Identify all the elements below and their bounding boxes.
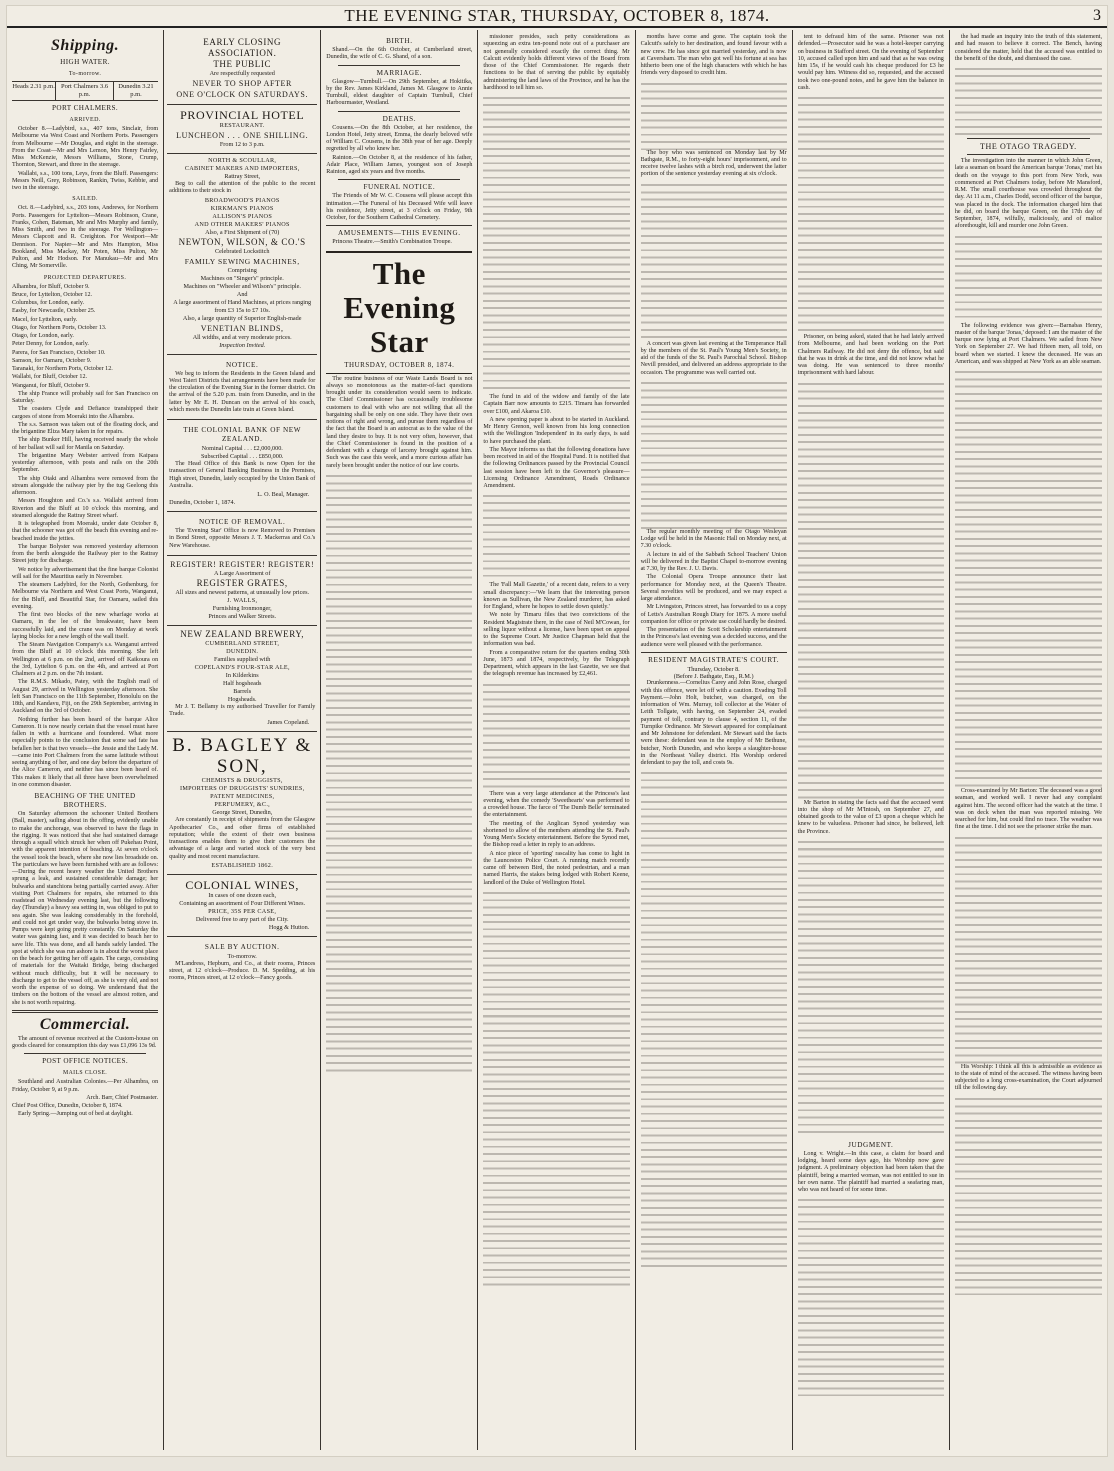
ad-line: Half hogsheads xyxy=(223,679,262,687)
court-heading: RESIDENT MAGISTRATE'S COURT. xyxy=(648,655,780,664)
news-item: The presentation of the Scott Scholarship entertainment in the Princess's last evening was a decided success, and the audience were well pleased with the performance. xyxy=(640,627,787,648)
divider xyxy=(24,1053,146,1054)
ad-line: Are respectfully requested xyxy=(209,70,275,77)
newspaper-flag xyxy=(326,251,472,374)
ad-line: Delivered free to any part of the City. xyxy=(195,915,289,923)
news-item: We note by Timaru files that two convictions of the Resident Magistrate there, in the case of Neil M'Cowan, for selling liquor without a license, have been upset on appeal to the Supreme Court. Mr Justice Chapman held that the information was bad. xyxy=(483,612,630,648)
leader-article: The routine business of our Waste Lands Board is not always so monotonous as the matter-of-fact questions brought under its consideration would seem to indicate. The Chief Commissioner has occasionally troublesome customers to deal with who are not willing that all the bargaining shall be only on one side. They have their own notions of right and wrong, and pursue them regardless of the fact that the Board is an autocrat as to the value of the land they desire to buy. It is not very often, however, that the Chief Commissioner is found in the position of a defendant with a charge of larceny brought against him. Such was the case this week, and a more curious affair has rarely been brought under the notice of our law courts. xyxy=(326,375,473,469)
arrived-item: Wallabi, s.s., 100 tons, Leys, from the Bluff. Passengers: Messrs Neill, Grey, Robinson, Rankin, Twiss, Kebbie, and two in the steerage. xyxy=(12,170,159,191)
ad-line: Princes and Walker Streets. xyxy=(208,612,277,620)
departure-item: Bruce, for Lyttelton, October 12. xyxy=(12,291,93,298)
shipping-news-item: It is telegraphed from Moeraki, under date October 8, that the schooner was got off the beach this evening and re-beached inside the jetties. xyxy=(12,521,159,542)
text-continuation xyxy=(955,233,1102,323)
death-notice: Cousens.—On the 8th October, at her residence, the London Hotel, Jetty street, Emma, the dearly beloved wife of William C. Cousens, in the 38th year of her age. Deeply regretted by all who knew her. xyxy=(326,124,473,153)
page-number: 3 xyxy=(1093,7,1101,24)
flag-title: The Evening Star xyxy=(343,255,456,359)
article-paragraph: months have come and gone. The captain took the Calcutt's safely to her destination, and found favour with a new crew. He has since got married yesterday, and is now at Caversham. The man who got well his fortune at sea has hitherto been one of the high characters with which he has friends very disposed to credit him. xyxy=(640,34,787,77)
ad-line: Inspection Invited. xyxy=(219,341,266,349)
stranding-article: On Saturday afternoon the schooner United Brothers (Ball, master), sailing about in the offing, evidently unable to make the anchorage, was observed to have the flags in the rigging. It was noticed that she had sustained damage through a squall which struck her when off Pukehau Point, with the apparent intention of beaching. At seven o'clock the vessel took the beach, where she now lies broadside on. The particulars we have been furnished with are as follows:—During the recent heavy weather the United Brothers sprung a leak, and sustained considerable damage; her bulwarks and stanchions being partially carried away. After visiting Port Chalmers for repairs, she returned to this roadstead on Wednesday evening last, but the following day (Thursday) a heavy sea setting in, was obliged to put to sea again. She was leaking considerably in the forehold, and could not get under way, the bulwarks being stove in. Pumps were kept going pretty constantly. On Saturday the water was gaining fast, and it was decided to beach her to save life. This was done, and all hands safely landed. The spot at which she was run ashore is in about the worst place on the beach for getting her off again. The cargo, consisting of materials for the Waitaki Bridge, being discharged without much difficulty, but it will be necessary to discharge to get to the vessel off, as she is very old, and not worth the expense of so doing. We understand that the timbers on the bottom of the vessel are almost rotten, and she is not worth repairing. xyxy=(12,811,159,1006)
ad-line: BROADWOOD'S PIANOS xyxy=(204,196,280,204)
text-continuation xyxy=(955,834,1102,1064)
ad-heading: NOTICE OF REMOVAL. xyxy=(199,518,286,526)
arrived-item: October 8.—Ladybird, s.s., 407 tons, Sinclair, from Melbourne via West Coast and Northern Ports. Passengers from Melbourne —Mr Douglas, and eight in the steerage. From the Coast—Mr and Mrs Lemon, Mrs Henry Fairley, Miss McKenzie, Messrs Williams, Stone, Crump, Thornton, Stewart, and three in the steerage. xyxy=(12,126,159,169)
text-continuation xyxy=(798,838,944,1138)
ad-line: VENETIAN BLINDS, xyxy=(200,323,284,333)
departure-item: Wallabi, for Bluff, October 12. xyxy=(12,374,88,381)
text-continuation xyxy=(326,472,472,1072)
ad-line: Families supplied with xyxy=(214,655,271,663)
ad-text: Beg to call the attention of the public to the recent additions to their stock in xyxy=(169,181,316,195)
ad-provincial-hotel xyxy=(167,105,317,154)
ad-line: A large assortment of Hand Machines, at prices ranging from £3 15s to £7 10s. xyxy=(173,298,312,314)
ad-line: And xyxy=(236,290,248,298)
ad-line: Machines on "Wheeler and Wilson's" principle. xyxy=(183,282,301,290)
tide-port-chalmers: Port Chalmers 3.6 p.m. xyxy=(56,82,114,100)
text-continuation xyxy=(483,94,629,394)
ad-line: To-morrow. xyxy=(227,952,257,960)
text-continuation xyxy=(641,80,787,150)
court-report: Prisoner, on being asked, stated that he had lately arrived from Melbourne, and had been working on the Port Chalmers Railway. He did not deny the offence, but said that he was in drink at the time, and did not know what he was doing. He was sentenced to three months' imprisonment with hard labour. xyxy=(797,334,944,377)
sailed-heading: SAILED. xyxy=(72,196,98,203)
ad-heading: NOTICE. xyxy=(226,360,259,369)
ad-text: The Head Office of this Bank is now Open for the transaction of General Banking Business in the Premises, High street, Dunedin, lately occupied by the Union Bank of Australia. xyxy=(169,461,316,489)
tragedy-evidence: The following evidence was given:—Barnabas Henry, master of the barque 'Jonas,' deposed: I am the master of the barque now lying at Port Chalmers. We sailed from New York on September 27. We had fifteen men, all told, on board when we started. I knew the deceased. He was an American, and was shipped at New York as an able seaman. xyxy=(954,322,1102,365)
text-continuation xyxy=(483,681,629,791)
divider xyxy=(967,154,1090,155)
departure-item: Easby, for Newcastle, October 25. xyxy=(12,308,96,315)
high-water-subheading: To-morrow. xyxy=(68,71,102,77)
ad-line: Hogsheads. xyxy=(227,695,257,703)
ad-heading: REGISTER! REGISTER! REGISTER! xyxy=(170,559,315,569)
news-item: The Mayor informs us that the following donations have been received in aid of the Hospital Fund. It is notified that the following Ordinances passed by the Provincial Council last session have been left to the Governor's pleasure—Licensing Ordinance Amendment, Roads Ordinance Amendment. xyxy=(483,446,630,489)
ad-signature: Hogg & Hutton. xyxy=(268,923,310,931)
birth-notice: Shand.—On the 6th October, at Cumberland street, Dunedin, the wife of C. G. Shand, of a son. xyxy=(326,47,473,61)
departure-item: Otago, for London, early. xyxy=(12,333,74,339)
funeral-heading: FUNERAL NOTICE. xyxy=(363,183,436,192)
birth-heading: BIRTH. xyxy=(386,37,413,45)
shipping-news-item: The s.s. Samson was taken out of the floating dock, and the brigantine Eliza Mary taken in for repairs. xyxy=(12,421,159,435)
ad-line: George Street, Dunedin, xyxy=(212,809,273,817)
shipping-news-item: Messrs Houghton and Co.'s s.s. Wallabi arrived from Riverton and the Bluff at 10 o'clock this morning, and steamed alongside the Rattray Street wharf. xyxy=(12,498,159,519)
shipping-news-item: We notice by advertisement that the fine barque Colonist will sail for the Mauritius early in November. xyxy=(12,566,159,580)
departure-item: Parera, for San Francisco, October 10. xyxy=(12,349,106,356)
news-item: A concert was given last evening at the Temperance Hall by the members of the St. Paul's Young Men's Society, in aid of the funds of the St. Paul's Parochial School. Bishop Nevill presided, and delivered an address appropriate to the occasion. The programme was well carried out. xyxy=(640,340,787,376)
news-item: The boy who was sentenced on Monday last by Mr Bathgate, R.M., to forty-eight hours' imprisonment, and to receive twelve lashes with a birch rod, underwent the latter portion of the sentence yesterday evening at six o'clock. xyxy=(640,149,787,178)
flag-date: THURSDAY, OCTOBER 8, 1874. xyxy=(344,360,455,369)
judgment-heading: JUDGMENT. xyxy=(848,1140,894,1149)
tragedy-closing: His Worship: I think all this is admissible as evidence as to the state of mind of the accused. The witness having been subjected to a long cross-examination, the Court adjourned till the following day. xyxy=(954,1063,1102,1092)
ad-line: Also, a First Shipment of (70) xyxy=(205,228,280,236)
columns xyxy=(7,30,1107,1450)
news-item: The fund in aid of the widow and family of the late Captain Barr now amounts to £215. Timaru has forwarded over £100, and Akaroa £10. xyxy=(483,394,630,415)
tide-dunedin: Dunedin 3.21 p.m. xyxy=(118,83,154,98)
divider xyxy=(338,65,460,66)
text-continuation xyxy=(798,1196,944,1396)
shipping-news-item: The R.M.S. Mikado, Patey, with the English mail of August 29, arrived in Wellington yesterday afternoon. She left San Francisco on the 11th September, Honolulu on the 18th, and Kandavu, Fiji, on the 29th September, arriving in Auckland on the 3rd of October. xyxy=(12,679,159,715)
post-office-item: Early Spring.—Jumping out of bed at daylight. xyxy=(18,1111,133,1118)
ad-line: FAMILY SEWING MACHINES, xyxy=(184,256,300,266)
ad-line: All widths, and at very moderate prices. xyxy=(192,333,292,341)
shipping-news-item: The barque Bolyster was removed yesterday afternoon from the berth alongside the Railway pier to the Rattray Street jetty for discharge. xyxy=(12,543,159,565)
marriage-notice: Glasgow—Turnbull.—On 29th September, at Hokitika, by the Rev. James Kirkland, James M. Glasgow to Annie Turnbull, eldest daughter of Captain Turnbull, Chief Harbourmaster, Westland. xyxy=(326,78,473,107)
ad-line: CHEMISTS & DRUGGISTS, xyxy=(201,777,283,785)
ad-text: We beg to inform the Residents in the Green Island and West Taieri Districts that arrangements have been made for the circulation of the Evening Star in the former district. On the arrival of the 5.20 p.m. train from Dunedin, and in the latter by Mr E. H. Duncan on the arrival of his coach, which meets the Dunedin late train at Green Island. xyxy=(169,370,316,413)
ad-line: AND OTHER MAKERS' PIANOS xyxy=(194,220,290,228)
news-item: From a comparative return for the quarters ending 30th June, 1873 and 1874, respectively, by the Telegraph Department, which appears in the last Gazette, we see that the telegraph revenue has increased by £2,461. xyxy=(483,649,630,678)
departure-item: Samson, for Oamaru, October 9. xyxy=(12,357,92,364)
ad-line: Dunedin, October 1, 1874. xyxy=(169,499,236,506)
ad-line: PERFUMERY, &C., xyxy=(214,801,271,809)
ad-text: Are constantly in receipt of shipments from the Glasgow Apothecaries' Co., and other firms of established reputation; while the extent of their own business transactions enables them to give their customers the advantage of a large and varied stock of the very best quality and most recent manufacture. xyxy=(169,817,316,860)
ad-line: ALLISON'S PIANOS xyxy=(212,212,273,220)
ad-line: CABINET MAKERS AND IMPORTERS, xyxy=(184,165,300,172)
death-notice: Rainton.—On October 8, at the residence of his father, Adair Place, William James, youngest son of Joseph Rainton, aged six years and five months. xyxy=(326,154,473,175)
high-water-heading: HIGH WATER. xyxy=(60,58,110,66)
judgment-text: Long v. Wright.—In this case, a claim for board and lodging, heard some days ago, his Worship now gave judgment. A preliminary objection had been taken that the plaintiff, being a married woman, was not entitled to sue in her own name. The plaintiff had married a seafaring man, who was not heard of for some time. xyxy=(797,1150,944,1193)
shipping-heading: Shipping. xyxy=(51,37,120,54)
text-continuation xyxy=(483,889,629,1289)
departure-item: Taranaki, for Northern Ports, October 12. xyxy=(12,366,113,372)
shipping-news-item: The ship Otaki and Alhambra were removed from the stream alongside the railway pier by the tug Geelong this afternoon. xyxy=(12,475,159,496)
mails-close-heading: MAILS CLOSE. xyxy=(63,1070,108,1077)
ad-line: REGISTER GRATES, xyxy=(196,577,288,588)
ad-line: ESTABLISHED 1862. xyxy=(211,861,274,869)
ad-line: KIRKMAN'S PIANOS xyxy=(210,204,274,212)
news-item: A new opening paper is about to be started in Auckland. Mr Henry Grenon, well known from his long connection with the Wellington 'Independent' in its early days, is said to have purchased the plant. xyxy=(483,416,630,445)
text-continuation xyxy=(483,492,629,582)
amusements-heading: AMUSEMENTS—THIS EVENING. xyxy=(338,229,461,238)
sailed-item: Oct. 8.—Ladybird, s.s., 203 tons, Andrews, for Northern Ports. Passengers for Lyttelton—Messrs Robinson, Crane, Franks, Cohen, Bateman, Mr and Mrs Murphy and family, Miss Smith, and two in the steerage. For Wellington—Messrs Clapcott and R. Creighton. For Westport—Mr Dennison. For Napier—Mr and Mrs Hampton, Miss Bookland, Miss Mackay, Mr Poten, Miss Pulton, Mr Pulton, and Mr Hodson. For Manukau—Mr and Mrs Ching, Mr Somerville. xyxy=(12,205,159,270)
ad-line: THE PUBLIC xyxy=(213,59,272,69)
court-report: the had made an inquiry into the truth of this statement, and had reason to believe it correct. The Bench, having considered the matter, held that the accused was entitled to the benefit of the doubt, and dismissed the case. xyxy=(954,34,1102,62)
column-2-advertisements xyxy=(164,30,321,1450)
news-item: The Colonial Opera Troupe announce their last performance for Monday next, at the Queen's Theatre. Several novelties will be produced, and we may expect a large attendance. xyxy=(640,574,787,602)
ad-text: The 'Evening Star' Office is now Removed to Premises in Bond Street, opposite Messrs J. T. Mackerras and Co.'s New Warehouse. xyxy=(169,528,316,549)
ad-heading: NEW ZEALAND BREWERY, xyxy=(180,628,305,639)
court-report: tent to defraud him of the same. Prisoner was not defended.—Prosecutor said he was a hotel-keeper carrying on business in Stafford street. On the evening of September 10, accused called upon him and said that as he was owing him 15s, if he would cash his cheque produced for £3 he would pay him. Witness did so, requested, and the accused took two one-pound notes, and he gave him the balance in cash. xyxy=(797,34,944,91)
port-chalmers-heading: PORT CHALMERS. xyxy=(51,104,119,112)
ad-line: In Kilderkins xyxy=(225,671,259,679)
news-item: A lecture in aid of the Sabbath School Teachers' Union will be delivered in the Baptist Chapel to-morrow evening at 7.30, by the Rev. J. U. Davis. xyxy=(640,551,787,572)
ad-colonial-bank xyxy=(167,420,317,512)
ad-heading: NEWTON, WILSON, & CO.'S xyxy=(178,236,306,247)
court-judge: (Before J. Bathgate, Esq., R.M.) xyxy=(673,673,754,680)
ad-signature: L. O. Beal, Manager. xyxy=(257,491,310,498)
news-item: There was a very large attendance at the Princess's last evening, when the comedy 'Sweethearts' was performed to a crowded house. The farce of 'The Dumb Belle' terminated the entertainment. xyxy=(483,790,630,819)
tide-heads: Heads 2.31 p.m. xyxy=(12,82,56,100)
shipping-news-item: Nothing further has been heard of the barque Alice Cameron. It is now nearly certain that the vessel must have fallen in with a hurricane and foundered. What more especially points to the conclusion that some sad fate has befallen her is that two vessels—the Jessie and the Lady M.—came into Port Chalmers from the same latitude without seeing anything of her, and one day before the departure of the Alice Cameron, and neither has since been heard of. This makes it likely that all three have been overwhelmed in one common disaster. xyxy=(12,716,159,788)
shipping-news-item: The Steam Navigation Company's s.s. Wanganui arrived from the Bluff at 10 o'clock this morning. She left Wellington at 6 p.m. on the 2nd, arrived off Kaikoura on the 3rd, Lyttelton 6 p.m. on the 4th, and arrived at Port Chalmers at 2 p.m. on the 7th instant. xyxy=(12,642,159,677)
marriage-heading: MARRIAGE. xyxy=(376,68,423,77)
ad-line: All sizes and newest patterns, at unusually low prices. xyxy=(175,588,310,596)
ad-line: COPELAND'S FOUR-STAR ALE, xyxy=(194,663,290,671)
ad-signature: James Copeland. xyxy=(267,719,310,727)
ad-line: Nominal Capital . . . £2,000,000. xyxy=(201,445,283,452)
funeral-notice: The Friends of Mr W. C. Cousens will please accept this intimation.—The Funeral of his Deceased Wife will leave his residence, Jetty street, at 3 o'clock on Friday, 9th October, for the Southern Cathedral Cemetery. xyxy=(326,193,473,221)
ad-line: NEVER TO SHOP AFTER xyxy=(192,79,292,88)
ad-heading: COLONIAL WINES, xyxy=(185,877,300,892)
ad-heading: SALE BY AUCTION. xyxy=(204,942,280,951)
text-continuation xyxy=(798,94,944,334)
text-continuation xyxy=(955,65,1102,135)
court-report: Mr Barton in stating the facts said that the accused went into the shop of Mr M'Intosh, on September 27, and obtained goods to the value of £3 upon a cheque which he knew to be valueless. Prisoner had since, he believed, left the Province. xyxy=(797,799,944,835)
tide-table xyxy=(12,81,158,101)
ad-line: PRICE, 35S PER CASE, xyxy=(208,907,277,915)
news-item: Mr Livingston, Princes street, has forwarded to us a copy of Letts's Australian Rough Diary for 1875. A more useful companion for office or private use could hardly be desired. xyxy=(640,604,787,625)
ad-signature: J. WALLS, xyxy=(227,596,258,604)
amusements-notice: Princess Theatre.—Smith's Combination Troupe. xyxy=(332,239,452,246)
post-office-date: Chief Post Office, Dunedin, October 8, 1874. xyxy=(12,1103,123,1109)
text-continuation xyxy=(955,368,1102,788)
ad-line: NORTH & SCOULLAR, xyxy=(208,157,277,164)
text-continuation xyxy=(641,181,787,341)
ad-register-grates xyxy=(167,556,317,626)
ad-colonial-wines xyxy=(167,875,317,937)
commercial-text: The amount of revenue received at the Custom-house on goods cleared for consumption this day was £1,096 13s 9d. xyxy=(12,1035,159,1049)
ad-line: IMPORTERS OF DRUGGISTS' SUNDRIES, PATENT MEDICINES, xyxy=(179,785,305,801)
shipping-news-item: The ship Bunker Hill, having received nearly the whole of her ballast will sail for Manila on Saturday. xyxy=(12,437,159,451)
post-office-signature: Arch. Barr, Chief Postmaster. xyxy=(86,1094,159,1101)
court-report: Drunkenness.—Cornelius Carey and John Rose, charged with this offence, were let off with a caution. Evading Toll Payment.—John Holt, butcher, was charged, on the information of Wm. Murray, toll collector at the Water of Leith Tollgate, with having, on September 24, evaded payment of toll, contrary to clause 4, section 11, of the Turnpike Ordinance. Mr Stewart appeared for complainant and Mr Johnstone for defendant. Mr Stewart said the facts were these: defendant was in the employ of Mr Bethune, butcher, North Dunedin, and who keeps a slaughter-house in the Northeast Valley district. His Worship ordered defendant to pay the toll, and costs 9s. xyxy=(640,680,787,766)
news-item: The regular monthly meeting of the Otago Wesleyan Lodge will be held in the Masonic Hall on Monday next, at 7.30 o'clock. xyxy=(640,528,787,550)
ad-line: LUNCHEON . . . ONE SHILLING. xyxy=(176,131,309,140)
ad-line: CUMBERLAND STREET, xyxy=(205,639,280,647)
masthead xyxy=(7,6,1107,28)
shipping-news-item: The coasters Clyde and Defiance transhipped their cargoes of stone from Moeraki into the Alhambra. xyxy=(12,406,159,420)
departure-item: Alhambra, for Bluff, October 9. xyxy=(12,283,90,290)
column-7-otago-tragedy xyxy=(950,30,1107,1450)
departure-item: Columbus, for London, early. xyxy=(12,300,85,306)
departure-item: Wanganui, for Bluff, October 9. xyxy=(12,382,90,389)
ad-line: A Large Assortment of xyxy=(213,569,271,577)
ad-heading: EARLY CLOSING ASSOCIATION. xyxy=(203,37,282,58)
ad-line: Also, a large quantity of Superior English-made xyxy=(182,314,302,322)
news-item: A nice piece of 'sporting' rascality has come to light in the Launceston Police Court. A running match recently came off between Bird, the noted pedestrian, and a man named Harris, the stakes being lodged with Robert Keene, landlord of the Duke of Wellington Hotel. xyxy=(483,850,630,886)
ad-bagley-son xyxy=(167,732,317,875)
stranding-heading: BEACHING OF THE UNITED BROTHERS. xyxy=(34,792,136,809)
masthead-title: THE EVENING STAR, THURSDAY, OCTOBER 8, 1874. xyxy=(344,6,770,25)
shipping-news-item: The brigantine Mary Webster arrived from Kaipara yesterday afternoon, with posts and rails on the 20th September. xyxy=(12,452,159,474)
ad-text: M'Landress, Hepburn, and Co., at their rooms, Princes street, at 12 o'clock—Produce. D. M. Spedding, at his rooms, Princes street, at 12 o'clock—Fancy goods. xyxy=(169,960,316,982)
column-1-shipping xyxy=(7,30,164,1450)
ad-line: In cases of one dozen each, xyxy=(208,891,277,899)
text-continuation xyxy=(798,380,944,800)
shipping-news-item: The steamers Ladybird, for the North, Gothenburg, for Melbourne via Northern and West Coast Ports, Wanganui, for the Bluff, and Beautiful Star, for Oamaru, sailed this evening. xyxy=(12,582,159,610)
ad-line: Containing an assortment of Four Different Wines. xyxy=(179,899,306,907)
ad-sale-by-auction xyxy=(167,937,317,988)
tragedy-heading: THE OTAGO TRAGEDY. xyxy=(980,142,1077,151)
ad-line: ONE O'CLOCK ON SATURDAYS. xyxy=(176,90,309,99)
column-6-court-cont xyxy=(793,30,950,1450)
text-continuation xyxy=(641,769,787,1269)
ad-line: Machines on "Singer's" principle. xyxy=(200,274,284,282)
ad-line: Furnishing Ironmonger, xyxy=(212,604,272,612)
divider xyxy=(338,111,460,112)
divider xyxy=(641,652,787,653)
ad-new-zealand-brewery xyxy=(167,626,317,733)
commercial-heading: Commercial. xyxy=(39,1015,131,1033)
newspaper-page xyxy=(7,6,1107,1456)
ad-notice xyxy=(167,355,317,421)
news-item: The meeting of the Anglican Synod yesterday was shortened to allow of the members attending the St. Paul's Young Men's Society entertainment. Before the Synod met, the Bishop read a letter in reply to an address. xyxy=(483,820,630,849)
article-paragraph: missioner presides, such petty considerations as squeezing an extra ten-pound note out of a purchaser are not generally considered exactly the correct thing. Mr Calcutt evidently holds different views of the Board from those of the Chief Commissioner. He regards their functions to be that of serving the public by equitably administering the land laws of the Province, and he has the hardihood to tell him so. xyxy=(483,34,630,91)
divider xyxy=(12,1010,158,1013)
ad-north-scoullar xyxy=(167,154,317,355)
ad-line: Rattray Street, xyxy=(224,173,261,180)
text-continuation xyxy=(955,1095,1102,1295)
ad-line: RESTAURANT. xyxy=(219,122,265,129)
departure-item: Macel, for Lyttelton, early. xyxy=(12,316,78,323)
ad-line: Comprising xyxy=(227,266,257,274)
ad-line: From 12 to 3 p.m. xyxy=(219,141,265,148)
ad-line: Barrels xyxy=(233,687,252,695)
divider xyxy=(967,138,1090,139)
column-5-news-and-court xyxy=(636,30,793,1450)
court-date: Thursday, October 8. xyxy=(687,665,740,673)
ad-text: Mr J. T. Bellamy is my authorised Traveller for Family Trade. xyxy=(169,703,316,717)
ad-heading: THE COLONIAL BANK OF NEW ZEALAND. xyxy=(183,426,302,443)
departure-item: Peter Denny, for London, early. xyxy=(12,341,89,348)
ad-removal xyxy=(167,512,317,556)
tragedy-cross-examination: Cross-examined by Mr Barton: The deceased was a good seaman, and worked well. I never had any complaint against him. The second officer had the watch at the time. I was on deck when the man was reported missing. We searched for him, but could find no trace. The weather was fine at the time. I did not see the prisoner strike the man. xyxy=(954,788,1102,831)
arrived-heading: ARRIVED. xyxy=(69,117,101,123)
shipping-news-item: The ship France will probably sail for San Francisco on Saturday. xyxy=(12,390,159,404)
news-item: The 'Fall Mall Gazette,' of a recent date, refers to a very small discrepancy:—'We learn that the interesting person known as Sullivan, the New Zealand murderer, has asked for England, where he hopes to settle down quietly.' xyxy=(483,582,630,610)
post-office-heading: POST OFFICE NOTICES. xyxy=(42,1057,129,1066)
column-3-notices-and-leader xyxy=(321,30,478,1450)
ad-heading: PROVINCIAL HOTEL xyxy=(180,108,305,122)
ad-heading: B. BAGLEY & SON, xyxy=(172,735,313,778)
divider xyxy=(326,225,472,226)
ad-early-closing xyxy=(167,34,317,105)
text-continuation xyxy=(641,379,787,529)
ad-line: Celebrated Lockstitch xyxy=(214,247,270,255)
post-office-item: Southland and Australian Colonies.—Per Alhambra, on Friday, October 9, at 9 p.m. xyxy=(12,1079,159,1093)
departures-heading: PROJECTED DEPARTURES. xyxy=(43,274,127,281)
ad-line: DUNEDIN. xyxy=(226,647,259,655)
shipping-news-item: The first two blocks of the new wharfage works at Oamaru, in the lee of the breakwater, have been successfully laid, and the crane was on Monday at work laying blocks for a new length of the wall itself. xyxy=(12,612,159,640)
deaths-heading: DEATHS. xyxy=(382,114,417,123)
column-4-news xyxy=(478,30,635,1450)
ad-line: Subscribed Capital . . . £850,000. xyxy=(200,453,284,460)
tragedy-article: The investigation into the manner in which John Green, late a seaman on board the American barque 'Jonas,' met his death on the voyage to this port from New York, was commenced at Port Chalmers today, before Mr Mansford, R.M. The small courthouse was crowded throughout the day. At 11 a.m., Charles Dodd, second officer of the barque, was placed in the dock. The information charged him that he did, on board the barque Green, on the 17th day of September, 1874, wilfully, maliciously, and of malice aforethought, kill and murder one John Green. xyxy=(954,158,1102,230)
departure-item: Otago, for Northern Ports, October 13. xyxy=(12,324,107,331)
divider xyxy=(338,179,460,180)
